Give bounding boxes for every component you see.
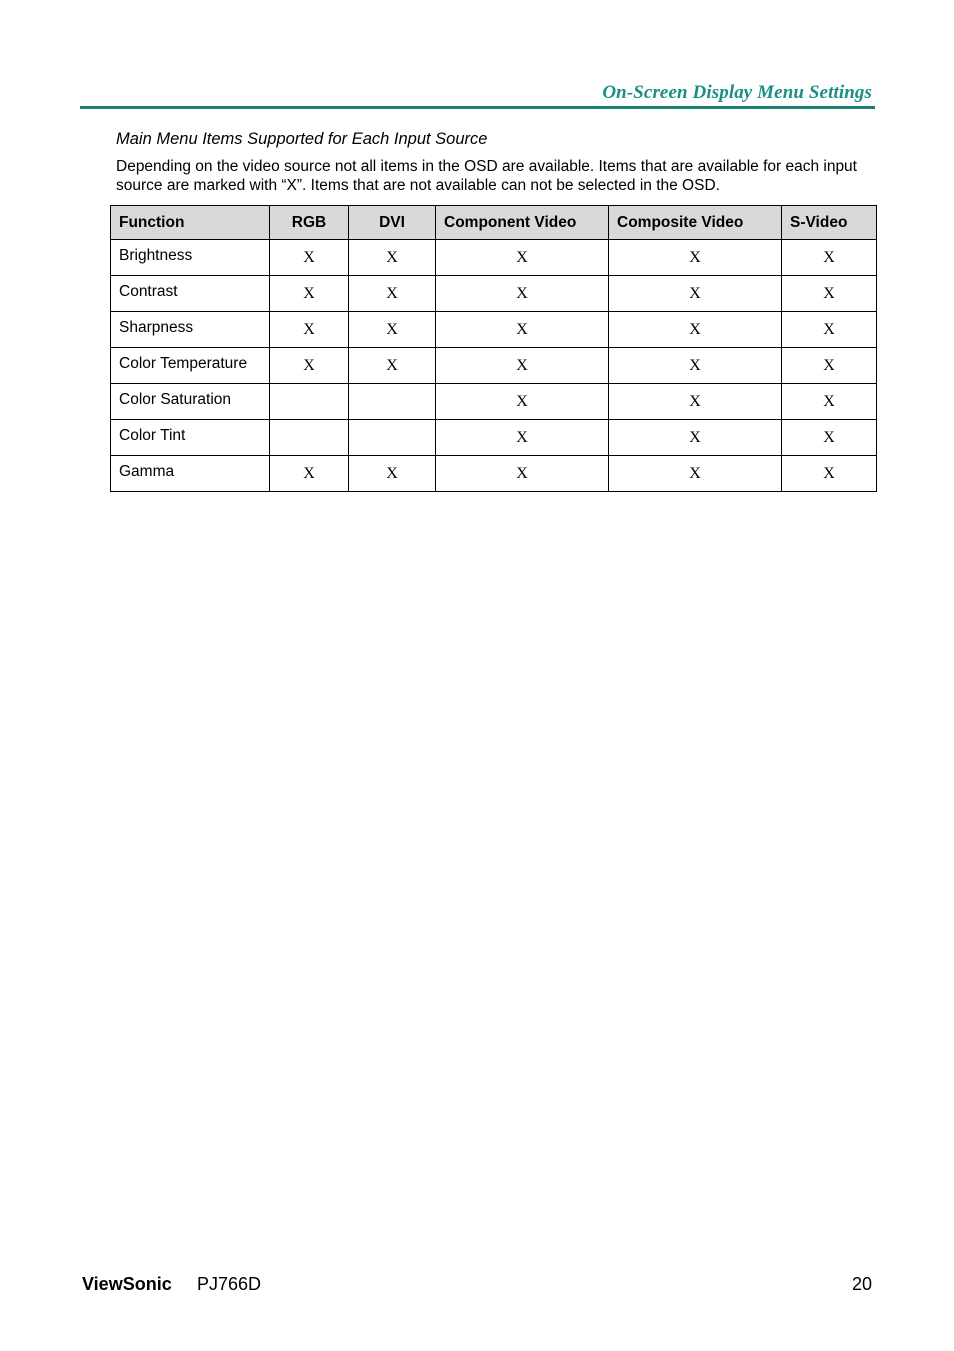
support-mark: X: [436, 384, 609, 420]
support-mark: X: [782, 312, 877, 348]
header-divider: [80, 106, 875, 109]
support-mark: X: [349, 312, 436, 348]
support-mark: X: [270, 312, 349, 348]
support-mark: X: [782, 456, 877, 492]
support-mark: X: [270, 348, 349, 384]
support-mark: X: [349, 456, 436, 492]
footer-model: PJ766D: [197, 1274, 262, 1294]
table-row: [111, 420, 877, 456]
page-number: 20: [851, 1274, 872, 1294]
support-mark: X: [609, 420, 782, 456]
support-mark: X: [436, 456, 609, 492]
support-mark: X: [270, 240, 349, 276]
support-mark: X: [609, 312, 782, 348]
support-mark: X: [270, 276, 349, 312]
section-title: Main Menu Items Supported for Each Input Source: [116, 130, 488, 148]
support-mark: X: [782, 384, 877, 420]
column-header-rgb: RGB: [270, 206, 349, 240]
support-mark: X: [782, 240, 877, 276]
column-header-composite-video: Composite Video: [609, 206, 782, 240]
column-header-function: Function: [111, 206, 270, 240]
support-mark: X: [782, 348, 877, 384]
function-name: Brightness: [111, 240, 270, 276]
support-mark: X: [609, 348, 782, 384]
support-mark: X: [436, 276, 609, 312]
table-row: [111, 384, 877, 420]
support-mark: X: [782, 276, 877, 312]
support-mark: X: [436, 312, 609, 348]
page-header-title: On-Screen Display Menu Settings: [602, 82, 872, 103]
function-name: Gamma: [111, 456, 270, 492]
table-row: [111, 240, 877, 276]
function-name: Contrast: [111, 276, 270, 312]
intro-paragraph: Depending on the video source not all items in the OSD are available. Items that are available for each input source are marked with “X”. Items that are not available can not be selected in the OSD.: [116, 158, 857, 194]
footer-brand: ViewSonic: [82, 1274, 172, 1294]
table-header-row: [111, 206, 877, 240]
support-mark: X: [782, 420, 877, 456]
support-mark: [270, 420, 349, 456]
support-mark: X: [436, 240, 609, 276]
support-mark: X: [609, 384, 782, 420]
support-mark: X: [609, 456, 782, 492]
function-name: Sharpness: [111, 312, 270, 348]
table-row: [111, 276, 877, 312]
support-mark: [349, 384, 436, 420]
function-name: Color Tint: [111, 420, 270, 456]
support-mark: X: [349, 276, 436, 312]
column-header-dvi: DVI: [349, 206, 436, 240]
support-mark: X: [270, 456, 349, 492]
support-mark: [349, 420, 436, 456]
support-mark: X: [349, 240, 436, 276]
support-mark: X: [349, 348, 436, 384]
table-row: [111, 456, 877, 492]
support-mark: X: [609, 240, 782, 276]
support-mark: X: [609, 276, 782, 312]
support-mark: [270, 384, 349, 420]
column-header-component-video: Component Video: [436, 206, 609, 240]
function-name: Color Temperature: [111, 348, 270, 384]
table-row: [111, 348, 877, 384]
column-header-s-video: S-Video: [782, 206, 877, 240]
function-name: Color Saturation: [111, 384, 270, 420]
table-row: [111, 312, 877, 348]
support-mark: X: [436, 420, 609, 456]
input-source-support-table: [110, 205, 877, 492]
support-mark: X: [436, 348, 609, 384]
